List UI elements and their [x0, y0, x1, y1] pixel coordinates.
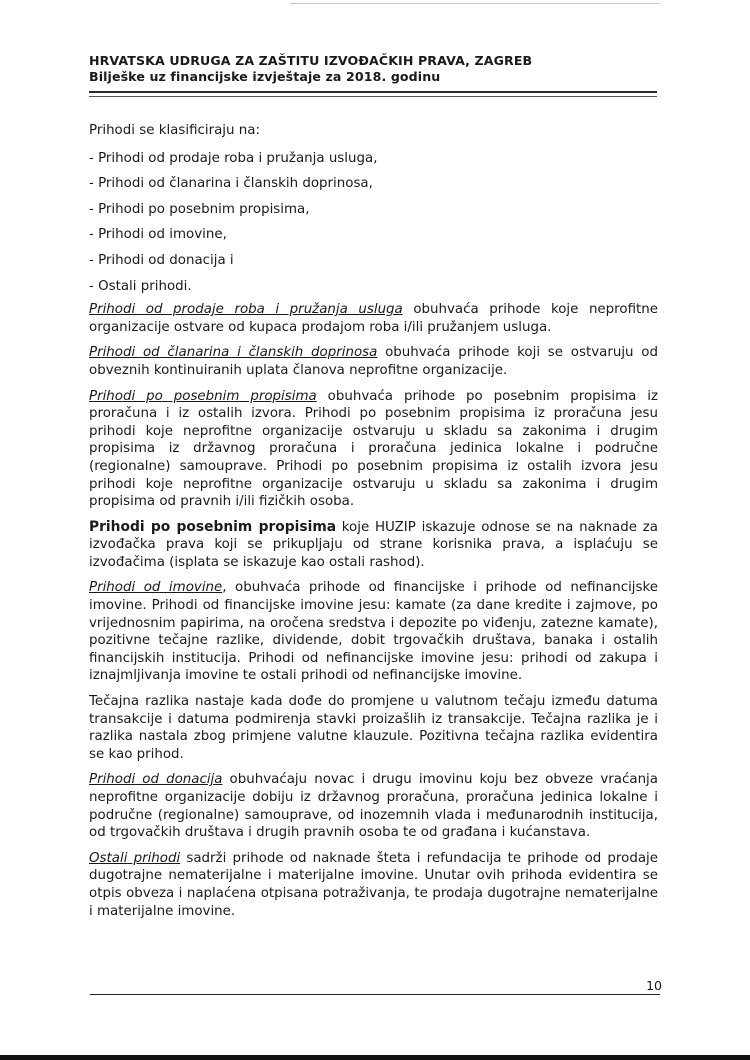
paragraph-sales-revenue	[89, 301, 658, 336]
paragraph-exchange-difference	[89, 693, 658, 763]
term-property-revenue: Prihodi od imovine	[89, 580, 223, 596]
footer-rule	[90, 994, 660, 995]
term-other-revenue: Ostali prihodi	[89, 850, 181, 866]
term-donation-revenue: Prihodi od donacija	[89, 772, 223, 788]
paragraph-donation-revenue	[89, 771, 658, 841]
paragraph-membership-revenue	[89, 344, 658, 379]
term-sales-revenue: Prihodi od prodaje roba i pružanja usluga	[89, 302, 403, 318]
paragraph-text: , obuhvaća prihode od financijske i prihode od nefinancijske imovine. Prihodi od financijske imovine jesu: kamate (za dane kredite i zajmove, po vrijednosnim papirima, na oročena sredstva i depozite po viđenju, zatezne kamate), pozitivne tečajne razlike, dividende, dobit trgovačkih društava, banaka i ostalih financijskih institucija. Prihodi od nefinancijske imovine jesu: prihodi od zakupa i iznajmljivanja imovine te ostali prihodi od nefinancijske imovine.	[89, 580, 658, 684]
term-special-regulations: Prihodi po posebnim propisima	[89, 388, 317, 404]
list-item: - Ostali prihodi.	[89, 278, 192, 294]
paragraph-text: obuhvaća prihode po posebnim propisima iz proračuna i iz ostalih izvora. Prihodi po posebnim propisima iz proračuna jesu prihodi koje neprofitne organizacije ostvaruju u skladu sa zakonima i drugim propisima iz državnog proračuna i proračuna jedinica lokalne i područne (regionalne) samouprave. Prihodi po posebnim propisima iz ostalih izvora jesu prihodi koje neprofitne organizacije ostvaruju u skladu sa zakonima i drugim propisima od pravnih i/ili fizičkih osoba.	[89, 388, 658, 510]
organization-name: HRVATSKA UDRUGA ZA ZAŠTITU IZVOĐAČKIH PRAVA, ZAGREB	[89, 53, 533, 68]
revenue-classification-list	[89, 150, 658, 296]
bold-term-special-regulations: Prihodi po posebnim propisima	[89, 518, 336, 535]
list-item: - Prihodi od prodaje roba i pružanja usluga,	[89, 150, 378, 166]
paragraph-huzip-special-regulations	[89, 519, 658, 572]
page-header	[89, 53, 659, 85]
paragraph-other-revenue	[89, 850, 658, 920]
list-item: - Prihodi od članarina i članskih doprinosa,	[89, 176, 373, 192]
paragraph-text: sadrži prihode od naknade šteta i refundacija te prihode od prodaje dugotrajne nematerijalne i materijalne imovine. Unutar ovih prihoda evidentira se otpis obveza i naplaćena otpisana potraživanja, te prodaja dugotrajne nematerijalne i materijalne imovine.	[89, 850, 659, 919]
paragraph-text: Tečajna razlika nastaje kada dođe do promjene u valutnom tečaju između datuma transakcije i datuma podmirenja stavki proizašlih iz transakcije. Tečajna razlika je i razlika nastala zbog primjene valutne klauzule. Pozitivna tečajna razlika evidentira se kao prihod.	[89, 694, 658, 762]
list-item: - Prihodi od imovine,	[89, 227, 227, 243]
document-body	[89, 122, 658, 928]
paragraph-text: koje HUZIP iskazuje odnose se na naknade za izvođačka prava koji se prikupljaju od strane korisnika prava, a isplaćuju se izvođačima (isplata se iskazuje kao ostali rashod).	[89, 519, 658, 570]
scan-bottom-edge	[0, 1055, 750, 1060]
list-item: - Prihodi po posebnim propisima,	[89, 201, 310, 217]
list-item: - Prihodi od donacija i	[89, 252, 234, 268]
paragraph-text: obuhvaća prihode koje neprofitne organizacije ostvare od kupaca prodajom roba i/ili pružanjem usluga.	[89, 302, 658, 335]
paragraph-special-regulations	[89, 388, 658, 511]
page-number: 10	[646, 978, 662, 993]
paragraph-text: obuhvaćaju novac i drugu imovinu koju bez obveze vraćanja neprofitne organizacije dobiju iz državnog proračuna, proračuna jedinica lokalne i područne (regionalne) samouprave, od inozemnih vlada i međunarodnih institucija, od trgovačkih društava i drugih pravnih osoba te od građana i kućanstava.	[89, 772, 658, 841]
header-rule-thin	[89, 96, 657, 97]
document-title: Bilješke uz financijske izvještaje za 2018. godinu	[89, 69, 441, 84]
top-edge-line	[290, 3, 660, 4]
paragraph-text: obuhvaća prihode koji se ostvaruju od obveznih kontinuiranih uplata članova neprofitne organizacije.	[89, 345, 658, 378]
intro-text: Prihodi se klasificiraju na:	[89, 123, 260, 138]
paragraph-property-revenue	[89, 579, 658, 685]
term-membership-revenue: Prihodi od članarina i članskih doprinosa	[89, 345, 378, 361]
header-rule-thick	[89, 91, 657, 93]
